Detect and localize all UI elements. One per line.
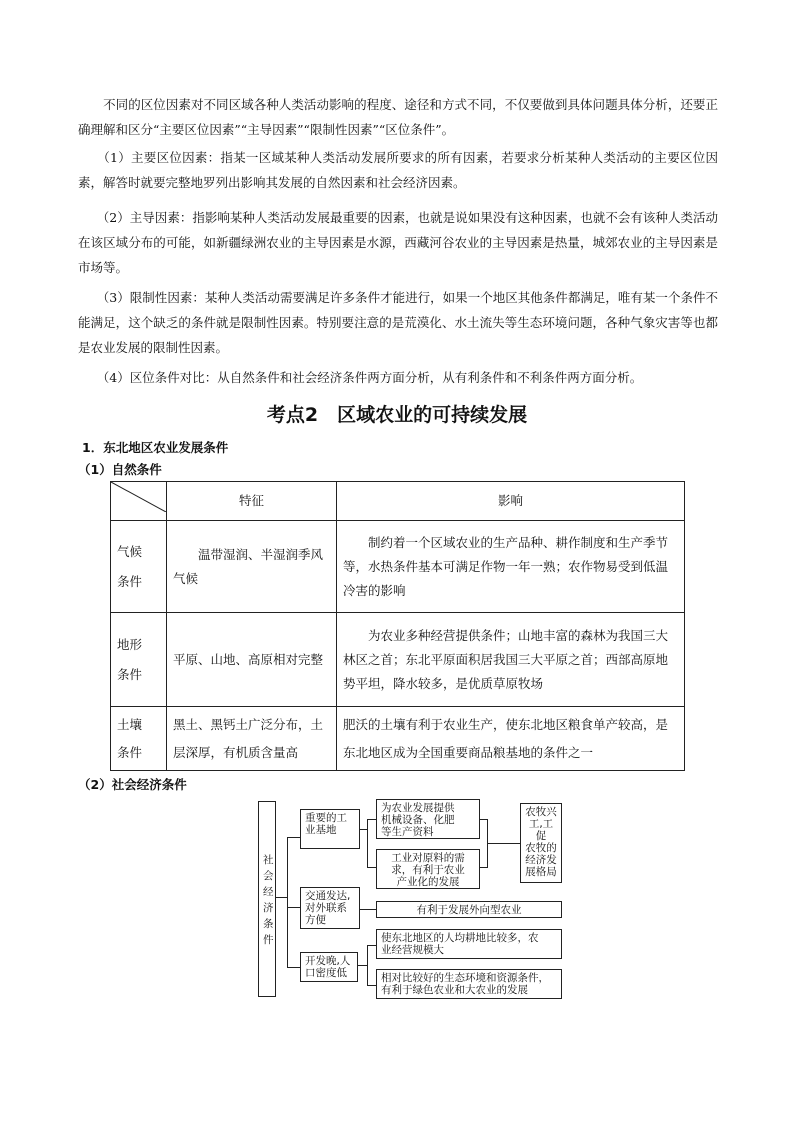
root-node: 社 会 经 济 条 件 <box>258 801 276 997</box>
heading-social-conditions: （2）社会经济条件 <box>78 777 187 792</box>
paragraph-1: 不同的区位因素对不同区域各种人类活动影响的程度、途径和方式不同，不仅要做到具体问题具体分析，还要正确理解和区分“主要区位因素”“主导因素”“限制性因素”“区位条件”。 <box>78 97 718 137</box>
diagonal-line <box>111 482 166 512</box>
table-header-feature: 特征 <box>167 482 337 521</box>
paragraph-5: （4）区位条件对比：从自然条件和社会经济条件两方面分析，从有利条件和不利条件两方面分析。 <box>78 370 643 385</box>
table-header-impact: 影响 <box>337 482 685 521</box>
table-corner-cell <box>111 482 167 521</box>
paragraph-2: （1）主要区位因素：指某一区域某种人类活动发展所要求的所有因素，若要求分析某种人类活动的主要区位因素，解答时就要完整地罗列出影响其发展的自然因素和社会经济因素。 <box>78 150 718 190</box>
node-raw-material: 工业对原料的需 求，有利于农业 产业化的发展 <box>376 849 480 889</box>
node-export-agriculture: 有利于发展外向型农业 <box>376 901 562 918</box>
table-row-label: 气候 条件 <box>111 521 167 613</box>
node-farmland: 使东北地区的人均耕地比较多，农 业经营规模大 <box>376 929 562 959</box>
paragraph-3: （2）主导因素：指影响某种人类活动发展最重要的因素，也就是说如果没有这种因素，也就不会有该种人类活动在该区域分布的可能，如新疆绿洲农业的主导因素是水源，西藏河谷农业的主导因素是热量，城郊农业的主导因素是市场等。 <box>78 210 718 275</box>
node-green-agriculture: 相对比较好的生态环境和资源条件， 有利于绿色农业和大农业的发展 <box>376 969 562 999</box>
table-cell-feature: 平原、山地、高原相对完整 <box>167 613 337 707</box>
node-development-pattern: 农牧兴 工,工促 农牧的 经济发 展格局 <box>520 803 562 883</box>
paragraph-4: （3）限制性因素：某种人类活动需要满足许多条件才能进行，如果一个地区其他条件都满足，唯有某一个条件不能满足，这个缺乏的条件就是限制性因素。特别要注意的是荒漠化、水土流失等生态环境问题，各种气象灾害等也都是农业发展的限制性因素。 <box>78 290 718 355</box>
table-row-label: 地形 条件 <box>111 613 167 707</box>
heading-northeast-conditions: 1．东北地区农业发展条件 <box>82 440 229 455</box>
table-cell-feature: 黑土、黑钙土广泛分布，土层深厚，有机质含量高 <box>167 707 337 771</box>
heading-natural-conditions: （1）自然条件 <box>78 462 162 477</box>
node-transport: 交通发达, 对外联系 方便 <box>300 887 360 929</box>
table-cell-impact: 制约着一个区域农业的生产品种、耕作制度和生产季节等，水热条件基本可满足作物一年一熟；农作物易受到低温冷害的影响 <box>337 521 685 613</box>
table-cell-feature: 温带湿润、半湿润季风气候 <box>167 521 337 613</box>
table-cell-impact: 为农业多种经营提供条件；山地丰富的森林为我国三大林区之首；东北平原面积居我国三大平原之首；西部高原地势平坦，降水较多，是优质草原牧场 <box>337 613 685 707</box>
node-late-development: 开发晚,人 口密度低 <box>300 952 358 982</box>
table-cell-impact: 肥沃的土壤有利于农业生产，使东北地区粮食单产较高，是东北地区成为全国重要商品粮基地的条件之一 <box>337 707 685 771</box>
section-title: 考点2 区域农业的可持续发展 <box>266 404 528 426</box>
node-industrial-base: 重要的工 业基地 <box>300 809 360 849</box>
table-row-label: 土壤 条件 <box>111 707 167 771</box>
natural-conditions-table <box>110 481 685 771</box>
node-machinery: 为农业发展提供 机械设备、化肥 等生产资料 <box>376 799 480 839</box>
